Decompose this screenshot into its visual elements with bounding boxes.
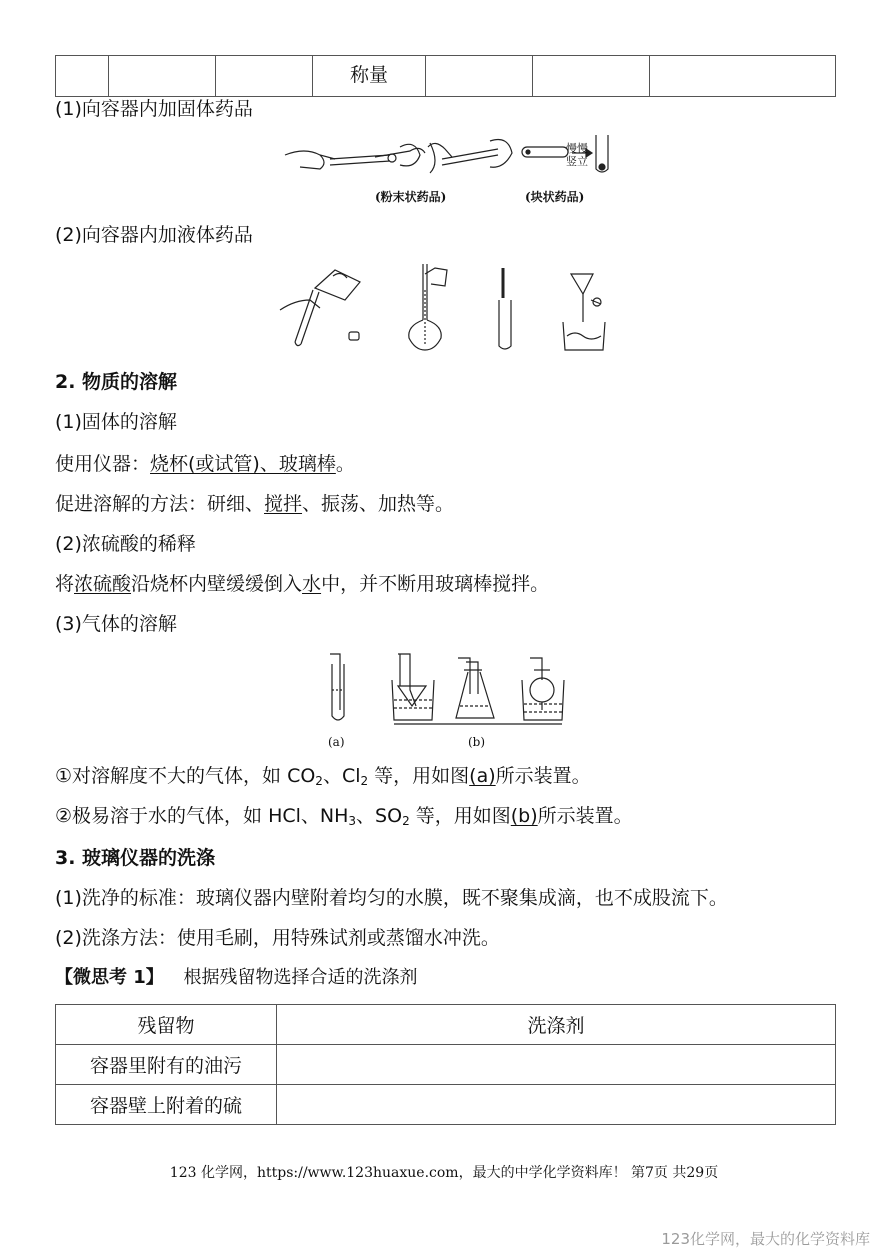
caption-block: (块状药品)	[525, 190, 585, 204]
table-row	[56, 1085, 836, 1125]
acid-dilution-line	[55, 571, 549, 597]
top-table-cell	[56, 56, 109, 97]
gas-dissolution-figure	[318, 650, 578, 735]
acid-dilution-heading: (2)浓硫酸的稀释	[55, 533, 196, 555]
methods-line	[55, 491, 454, 517]
methods-suffix: 、振荡、加热等。	[302, 493, 455, 515]
think-cell-residue: 容器里附有的油污	[56, 1045, 277, 1085]
top-table-cell	[426, 56, 533, 97]
gas1-sub-1: 2	[315, 774, 323, 788]
gas1-text-3: 等，用如图	[368, 765, 470, 787]
top-table	[55, 55, 836, 97]
gas2-answer: (b)	[510, 805, 538, 827]
liquid-heading: (2)向容器内加液体药品	[55, 224, 253, 246]
think-title: 根据残留物选择合适的洗涤剂	[183, 967, 418, 988]
section-2-title: 2. 物质的溶解	[55, 371, 178, 393]
gas-dissolve-heading: (3)气体的溶解	[55, 613, 177, 635]
dilute-text-1: 将	[55, 573, 75, 595]
dilute-text-2: 沿烧杯内壁缓缓倒入	[131, 573, 303, 595]
watermark: 123化学网，最大的化学资料库	[661, 1230, 870, 1248]
gas2-text-3: 等，用如图	[409, 805, 511, 827]
caption-powder: (粉末状药品)	[375, 190, 447, 204]
top-table-cell	[650, 56, 836, 97]
label-slow: 慢慢	[566, 142, 588, 155]
gas-low-solubility-line	[55, 763, 591, 794]
gas2-text-4: 所示装置。	[537, 805, 633, 827]
instruments-line	[55, 451, 355, 477]
figure-b-label: (b)	[468, 735, 486, 749]
gas2-sub-1: 3	[348, 814, 357, 828]
table-row	[56, 1045, 836, 1085]
think-cell-answer	[277, 1045, 836, 1085]
gas-high-solubility-line	[55, 803, 633, 834]
methods-answer: 搅拌	[264, 493, 303, 515]
gas1-text-4: 所示装置。	[495, 765, 591, 787]
label-upright: 竖立	[566, 155, 588, 168]
solid-heading: (1)向容器内加固体药品	[55, 98, 253, 120]
instruments-prefix: 使用仪器：	[55, 453, 151, 475]
wash-method-line: (2)洗涤方法：使用毛刷，用特殊试剂或蒸馏水冲洗。	[55, 927, 500, 949]
gas1-text-1: ①对溶解度不大的气体，如 CO	[55, 765, 316, 787]
top-table-cell	[533, 56, 650, 97]
solid-dissolve-heading: (1)固体的溶解	[55, 411, 177, 433]
top-table-cell-weigh: 称量	[313, 56, 426, 97]
think-header-detergent: 洗涤剂	[277, 1005, 836, 1045]
gas1-text-2: 、Cl	[322, 765, 361, 787]
gas1-answer: (a)	[469, 765, 496, 787]
gas2-sub-2: 2	[402, 814, 410, 828]
figure-a-label: (a)	[328, 735, 345, 749]
gas1-sub-2: 2	[360, 774, 369, 788]
think-heading	[55, 965, 418, 991]
top-table-cell	[109, 56, 216, 97]
top-table-cell	[216, 56, 313, 97]
wash-standard-line: (1)洗净的标准：玻璃仪器内壁附着均匀的水膜，既不聚集成滴，也不成股流下。	[55, 887, 728, 909]
gas2-text-2: 、SO	[356, 805, 403, 827]
think-tag: 【微思考 1】	[55, 967, 164, 988]
think-cell-answer	[277, 1085, 836, 1125]
section-3-title: 3. 玻璃仪器的洗涤	[55, 847, 216, 869]
methods-prefix: 促进溶解的方法：研细、	[55, 493, 265, 515]
think-table	[55, 1004, 836, 1125]
think-header-residue: 残留物	[56, 1005, 277, 1045]
liquid-reagent-figure	[275, 260, 615, 355]
instruments-answer: 烧杯(或试管)、玻璃棒	[150, 453, 336, 475]
dilute-answer-1: 浓硫酸	[74, 573, 132, 595]
dilute-answer-2: 水	[302, 573, 322, 595]
instruments-suffix: 。	[335, 453, 355, 475]
page-footer: 123 化学网，https://www.123huaxue.com，最大的中学化学资料库！ 第7页 共29页	[169, 1165, 719, 1181]
gas2-text-1: ②极易溶于水的气体，如 HCl、NH	[55, 805, 349, 827]
think-cell-residue: 容器壁上附着的硫	[56, 1085, 277, 1125]
dilute-text-3: 中，并不断用玻璃棒搅拌。	[321, 573, 550, 595]
